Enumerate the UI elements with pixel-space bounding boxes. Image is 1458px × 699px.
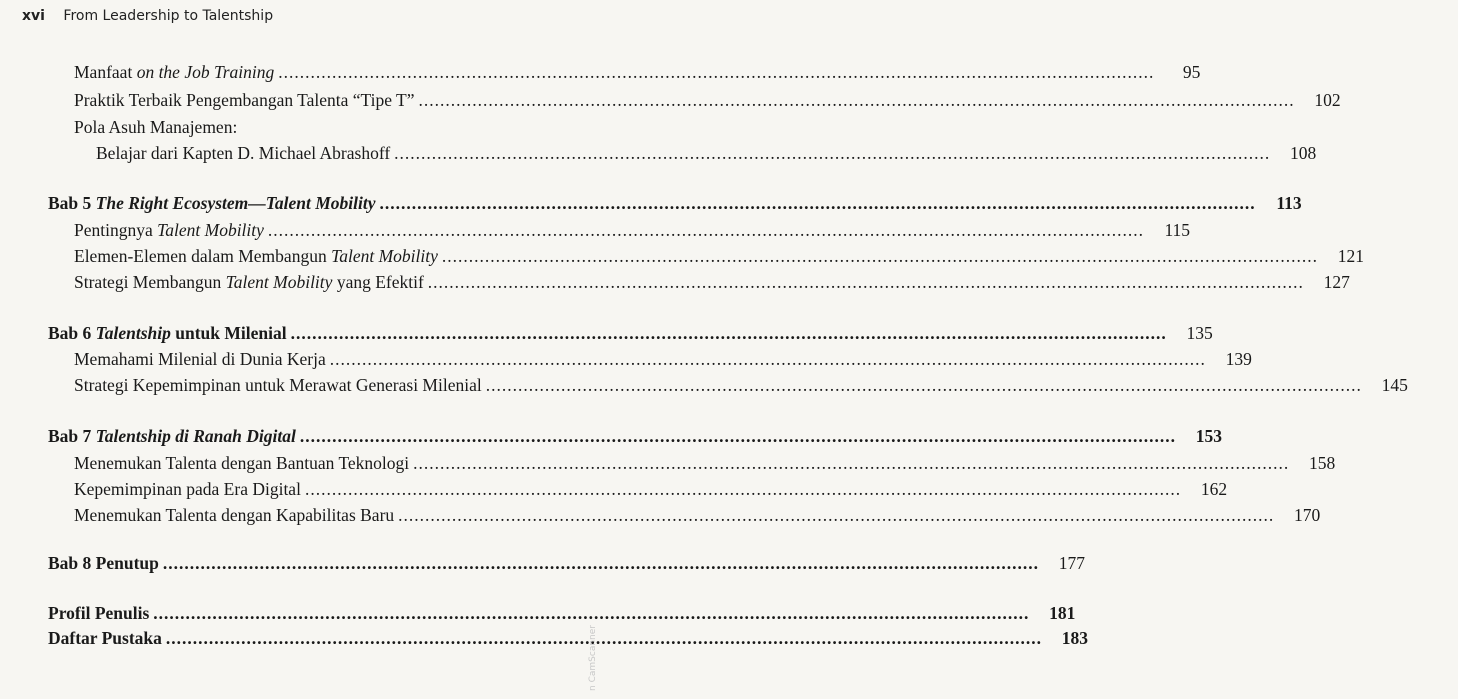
page-number: xvi [22,8,45,24]
title-text: Elemen-Elemen dalam Membangun [74,246,332,266]
toc-entry-title [74,62,274,83]
toc-page-number: 135 [1186,323,1213,343]
running-header [22,8,273,24]
dot-leader [398,505,1274,526]
toc-section-entry [0,479,1228,503]
toc-page-number: 170 [1294,505,1321,525]
book-title: From Leadership to Talentship [63,8,274,24]
title-text: Praktik Terbaik Pengembangan Talenta “Tipe T” [74,90,415,110]
title-text: Bab 7 [48,426,96,446]
toc-section-entry [0,453,1336,477]
toc-section-entry [0,246,1364,270]
title-text: Manfaat [74,62,137,82]
toc-page-number: 121 [1337,246,1364,266]
dot-leader [394,143,1270,164]
dot-leader [428,272,1304,293]
dot-leader [419,90,1295,111]
title-text: Bab 8 Penutup [48,553,159,573]
title-text: yang Efektif [332,272,424,292]
toc-page-number: 127 [1323,272,1350,292]
title-text: Pentingnya [74,220,158,240]
toc-entry-title [48,553,159,574]
title-text: Menemukan Talenta dengan Kapabilitas Baru [74,505,395,525]
title-text: untuk Milenial [170,323,287,343]
toc-entry-title [96,143,390,164]
toc-section-entry [0,90,1341,114]
title-text: Pola Asuh Manajemen: [74,117,238,137]
dot-leader [163,553,1039,574]
toc-section-entry [0,117,674,141]
toc-entry-title [48,628,162,649]
title-text: Bab 6 [48,323,96,343]
toc-entry-title [74,453,409,474]
toc-chapter-entry [0,553,1085,577]
toc-entry-title [48,603,149,624]
toc-entry-title [48,193,376,214]
title-italic-text: Talentship di Ranah Digital [95,426,296,446]
scanner-watermark: n CamScanner [588,625,598,691]
toc-entry-title [74,375,482,396]
toc-page-number: 181 [1049,603,1076,623]
toc-entry-title [74,90,415,111]
toc-entry-title [74,272,424,293]
dot-leader [486,375,1362,396]
dot-leader [300,426,1176,447]
title-italic-text: The Right Ecosystem—Talent Mobility [95,193,376,213]
title-italic-text: Talentship [95,323,171,343]
title-text: Strategi Kepemimpinan untuk Merawat Generasi Milenial [74,375,482,395]
dot-leader [380,193,1256,214]
toc-page-number: 113 [1276,193,1302,213]
title-italic-text: Talent Mobility [225,272,333,292]
toc-section-entry [0,143,1317,167]
toc-chapter-entry [0,193,1302,217]
toc-entry-title [74,479,301,500]
toc-chapter-entry [0,323,1213,347]
dot-leader [291,323,1167,344]
toc-entry-title [74,246,438,267]
toc-entry-title [74,349,326,370]
dot-leader [305,479,1181,500]
title-text: Strategi Membangun [74,272,226,292]
toc-section-entry [0,62,1201,86]
toc-page-number: 95 [1182,62,1201,82]
toc-chapter-entry [0,628,1089,652]
title-text: Belajar dari Kapten D. Michael Abrashoff [96,143,391,163]
toc-page-number: 177 [1058,553,1085,573]
toc-page-number: 153 [1195,426,1222,446]
toc-entry-title [74,220,264,241]
toc-section-entry [0,272,1350,296]
dot-leader [153,603,1029,624]
title-text: Profil Penulis [48,603,150,623]
toc-section-entry [0,375,1408,399]
toc-section-entry [0,349,1252,373]
toc-page-number: 108 [1290,143,1317,163]
toc-page-number: 115 [1164,220,1191,240]
toc-section-entry [0,220,1191,244]
toc-page-number: 162 [1200,479,1228,499]
dot-leader [330,349,1206,370]
title-text: Menemukan Talenta dengan Bantuan Teknologi [74,453,410,473]
title-italic-text: on the Job Training [136,62,275,82]
toc-entry-title [48,323,287,344]
toc-page-number: 158 [1309,453,1336,473]
toc-section-entry [0,505,1321,529]
toc-entry-title [74,505,394,526]
title-text: Daftar Pustaka [48,628,162,648]
dot-leader [442,246,1318,267]
title-text: Bab 5 [48,193,96,213]
dot-leader [268,220,1144,241]
dot-leader [413,453,1289,474]
toc-page-number: 102 [1314,90,1341,110]
title-italic-text: Talent Mobility [331,246,438,266]
toc-page-number: 139 [1225,349,1252,369]
dot-leader [278,62,1154,83]
toc-entry-title [48,426,296,447]
toc-entry-title [74,117,237,138]
toc-chapter-entry [0,426,1222,450]
toc-page-number: 183 [1061,628,1089,648]
toc-page-number: 145 [1381,375,1408,395]
toc-chapter-entry [0,603,1076,627]
title-text: Kepemimpinan pada Era Digital [74,479,301,499]
dot-leader [166,628,1042,649]
title-text: Memahami Milenial di Dunia Kerja [74,349,326,369]
title-italic-text: Talent Mobility [157,220,264,240]
